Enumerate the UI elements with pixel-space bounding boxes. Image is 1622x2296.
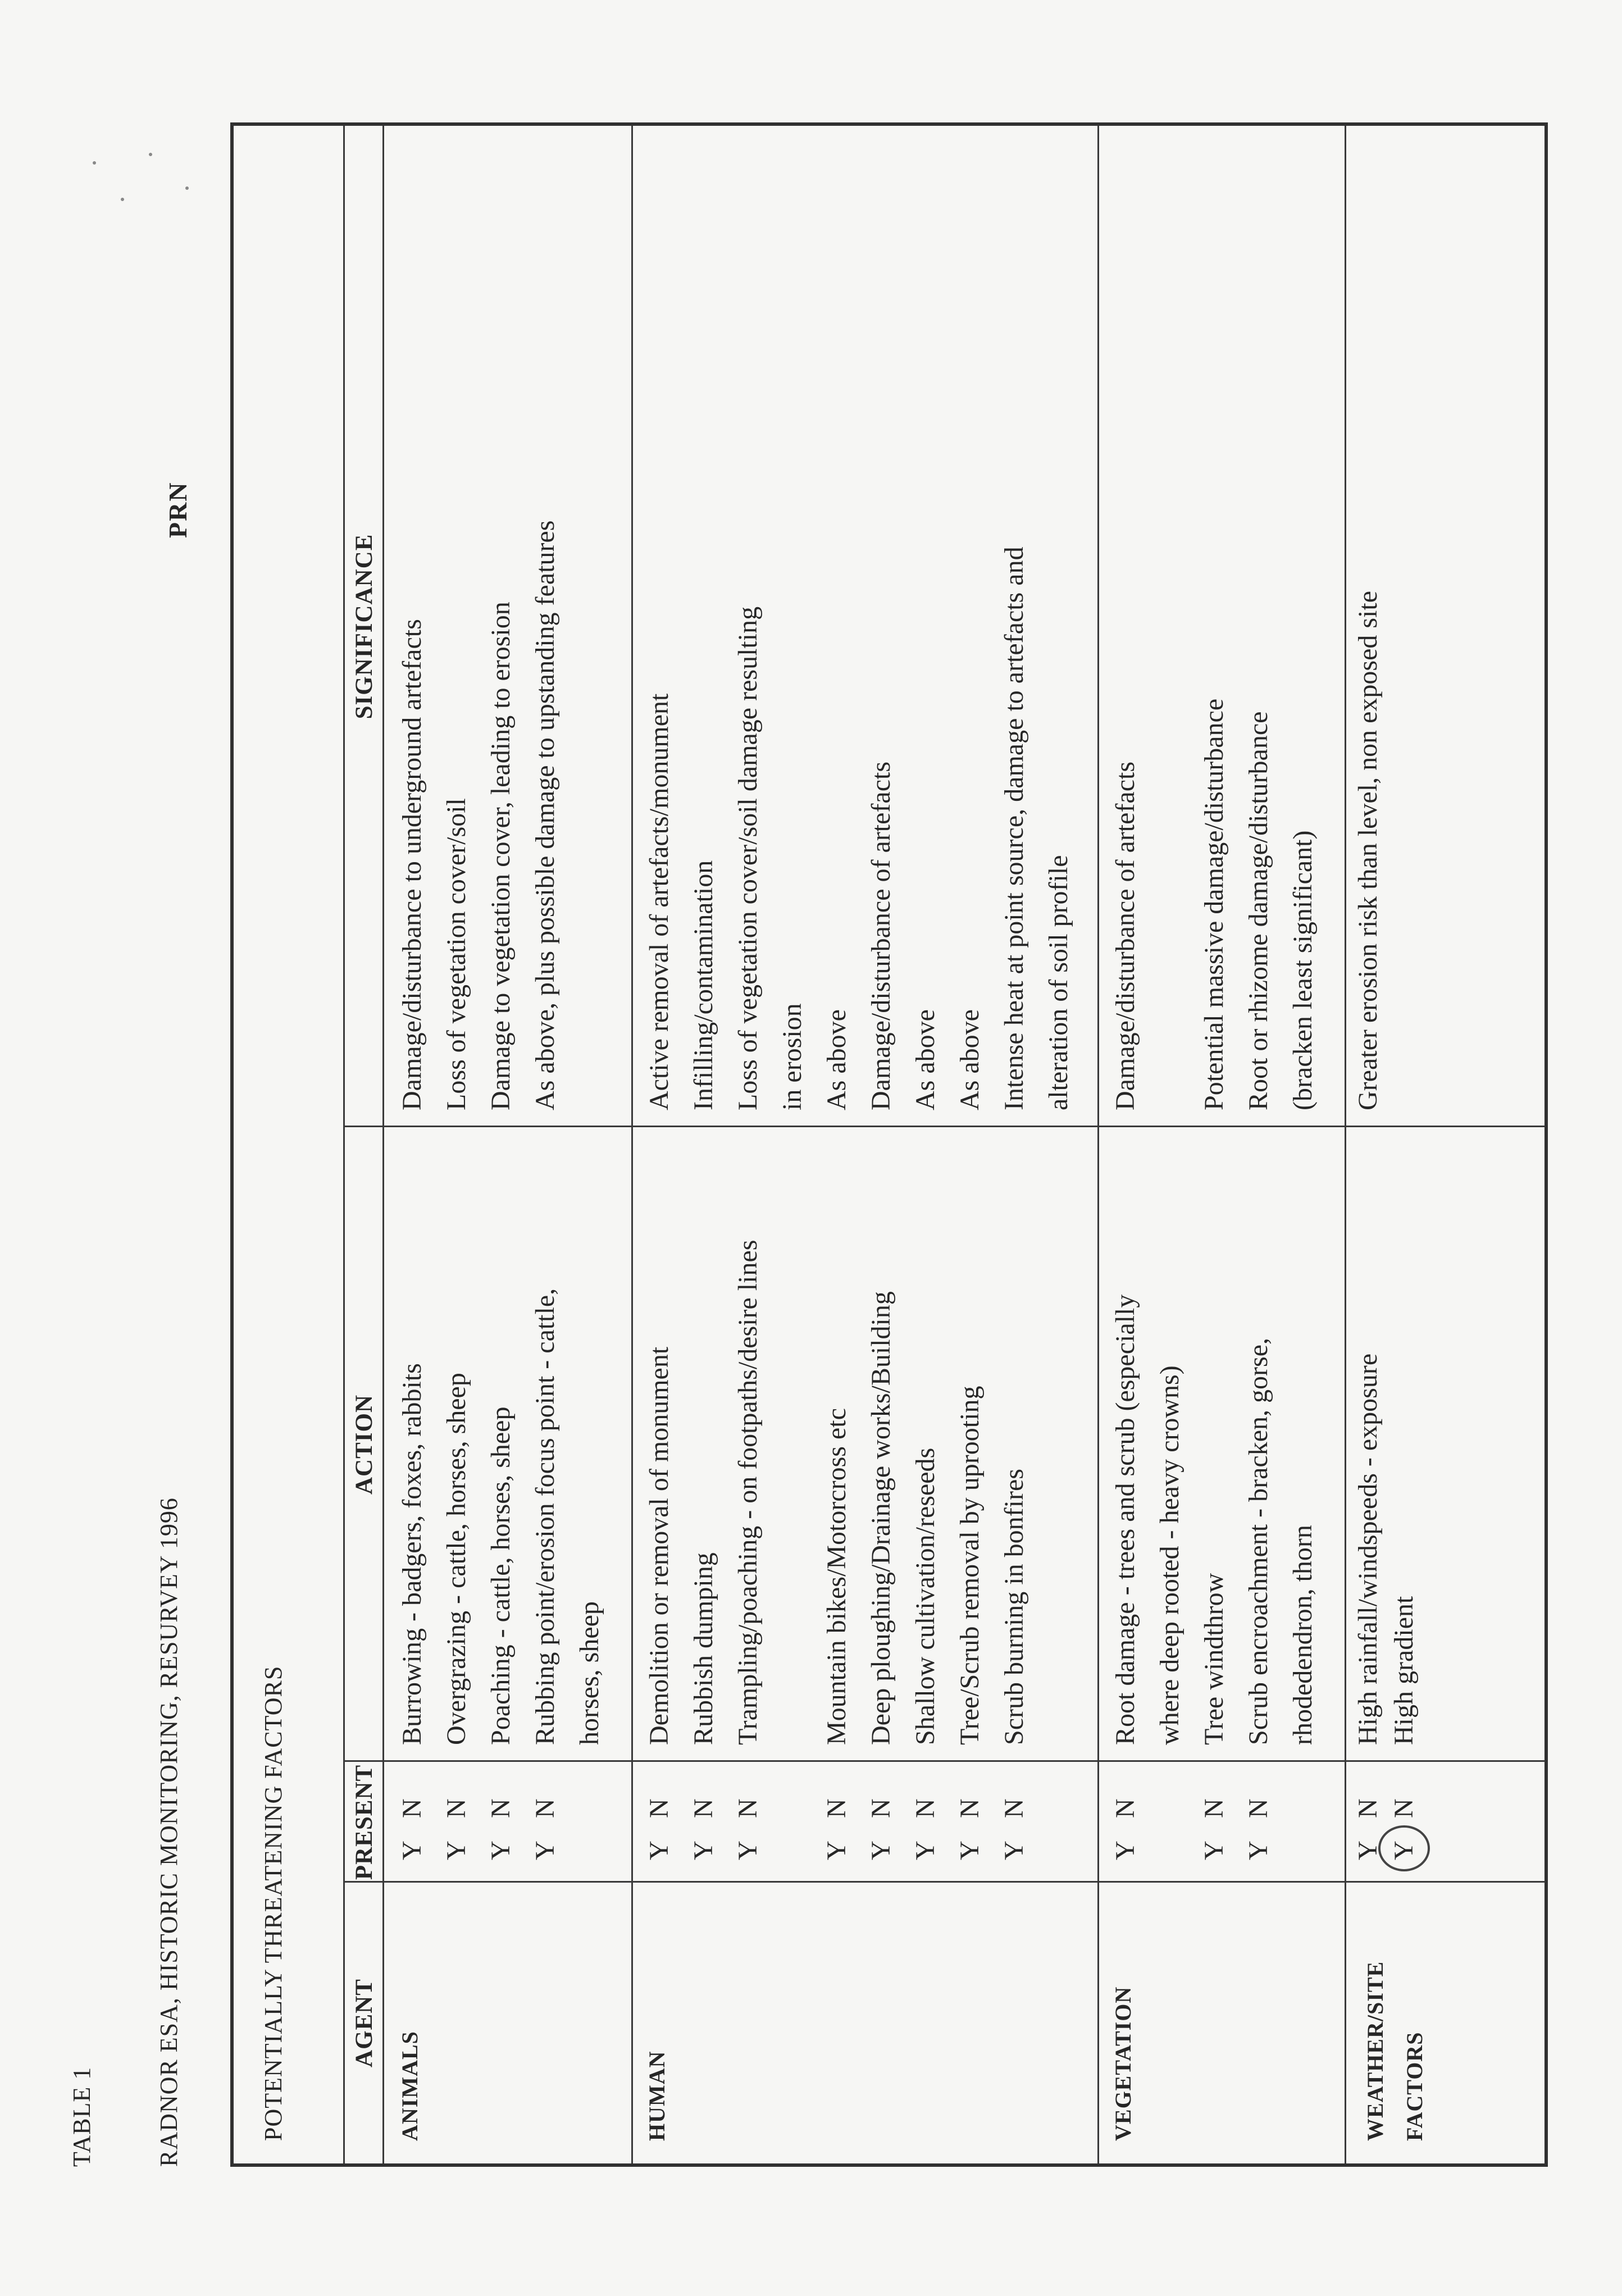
present-human: YN YN YN YN YN YN YN YN (644, 1798, 1029, 1860)
rule-below-caption (343, 126, 345, 2163)
scan-speck (185, 186, 189, 190)
table-label: TABLE 1 (68, 2066, 95, 2167)
agent-human: HUMAN (644, 2051, 669, 2141)
table-caption: POTENTIALLY THREATENING FACTORS (259, 1665, 287, 2141)
present-vegetation: YN YN YN (1110, 1798, 1273, 1860)
rule-below-animals (631, 126, 633, 2163)
col-divider-action (343, 1126, 1545, 1127)
action-human: Demolition or removal of monument Rubbish dumping Trampling/poaching - on footpaths/desire lines Mountain bikes/Motorcross etc Deep ploughing/Drainage works/Building Shallow cultivation/reseeds Tree/Scrub removal by uprooting Scrub burning in bonfires (644, 1240, 1029, 1745)
scan-speck (149, 153, 152, 156)
prn-label: PRN (163, 481, 192, 538)
significance-human: Active removal of artefacts/monument Infilling/contamination Loss of vegetation cover/soil damage resulting in erosion As above Damage/disturbance of artefacts As above As above Intense heat at point source, damage to artefacts and alteration of soil profile (644, 546, 1073, 1110)
col-divider-present (343, 1760, 1545, 1762)
hand-drawn-circle-mark (1378, 1825, 1430, 1871)
significance-animals: Damage/disturbance to underground artefacts Loss of vegetation cover/soil Damage to vegetation cover, leading to erosion As above, plus possible damage to upstanding features (397, 520, 560, 1110)
agent-animals: ANIMALS (397, 2031, 422, 2141)
scan-speck (121, 198, 124, 201)
significance-vegetation: Damage/disturbance of artefacts Potential massive damage/disturbance Root or rhizome damage/disturbance (bracken least significant) (1110, 698, 1318, 1110)
agent-vegetation: VEGETATION (1110, 1986, 1136, 2141)
col-header-present: PRESENT (351, 1764, 377, 1880)
rule-below-headers (382, 126, 384, 2163)
rule-below-human (1097, 126, 1099, 2163)
document-title: RADNOR ESA, HISTORIC MONITORING, RESURVEY 1996 (155, 1497, 183, 2167)
col-header-action: ACTION (351, 1394, 377, 1495)
action-weather: High rainfall/windspeeds - exposure High gradient (1353, 1353, 1419, 1745)
threat-factors-table (230, 122, 1548, 2167)
scan-speck (93, 161, 96, 165)
agent-weather-site-factors: WEATHER/SITE FACTORS (1363, 1961, 1427, 2141)
action-animals: Burrowing - badgers, foxes, rabbits Overgrazing - cattle, horses, sheep Poaching - cattle, horses, sheep Rubbing point/erosion focus point - cattle, horses, sheep (397, 1288, 604, 1745)
col-header-agent: AGENT (351, 1979, 377, 2067)
significance-weather: Greater erosion risk than level, non exposed site (1353, 590, 1383, 1110)
action-vegetation: Root damage - trees and scrub (especially where deep rooted - heavy crowns) Tree windthrow Scrub encroachment - bracken, gorse, rhodedendron, thorn (1110, 1294, 1318, 1745)
col-header-significance: SIGNIFICANCE (351, 534, 377, 719)
col-divider-agent (343, 1881, 1545, 1883)
rule-below-vegetation (1345, 126, 1346, 2163)
present-weather: YN YN (1353, 1798, 1419, 1860)
present-animals: YN YN YN YN (397, 1798, 560, 1860)
